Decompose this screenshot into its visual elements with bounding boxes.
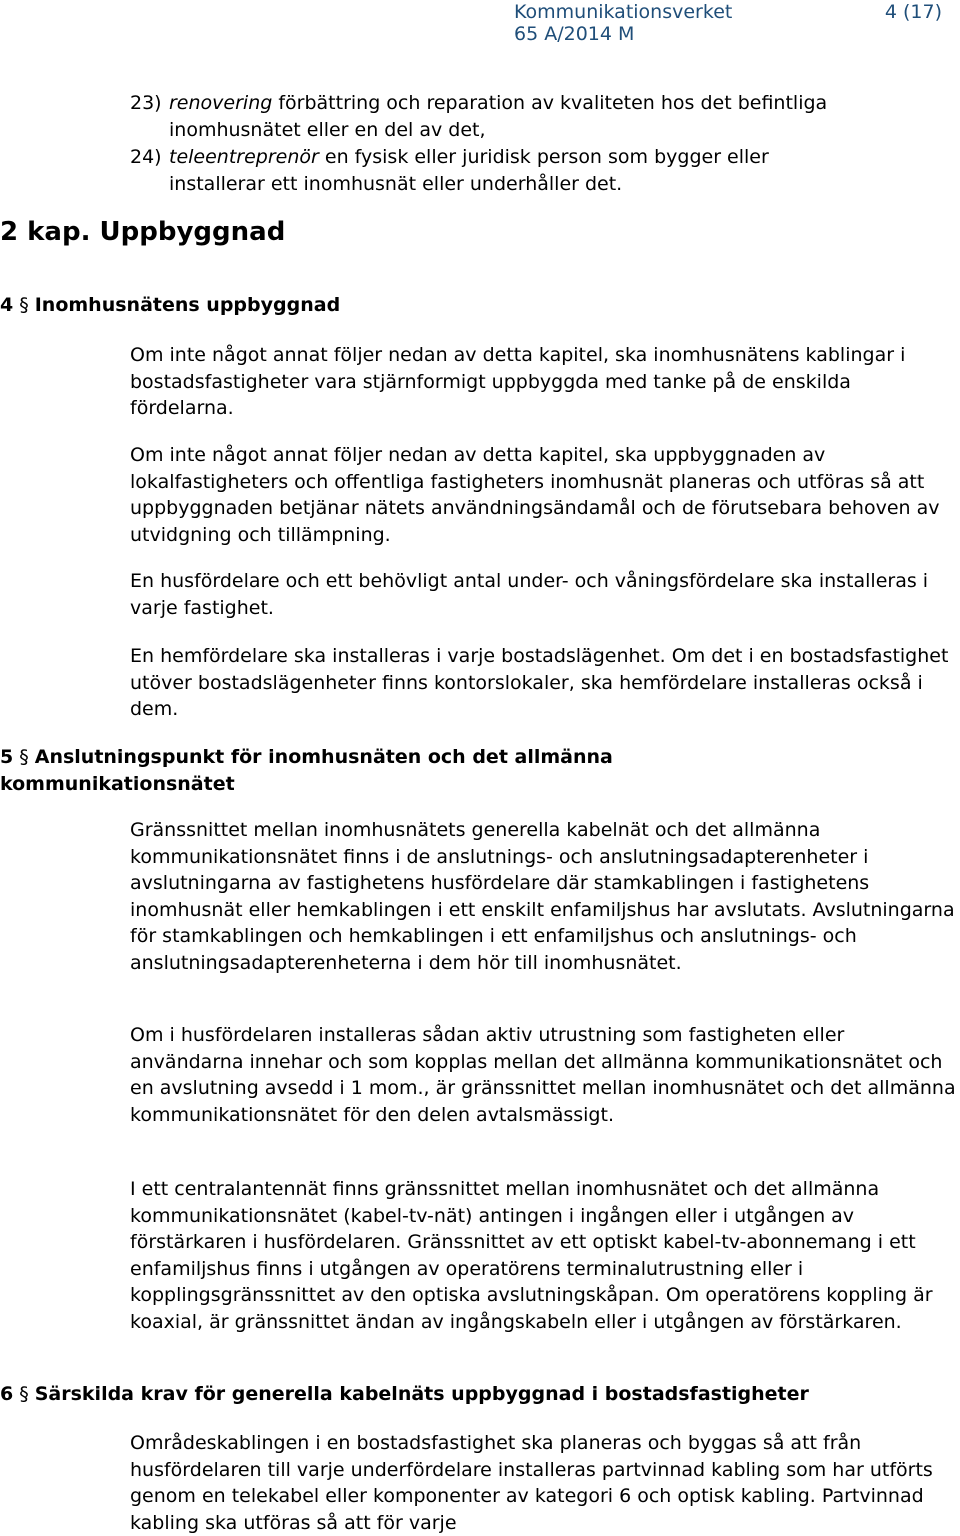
paragraph: Om inte något annat följer nedan av detta kapitel, ska inomhusnätens kablingar i bostadsfastigheter vara stjärnformigt uppbyggda med tanke på de enskilda fördelarna. bbox=[130, 344, 906, 419]
paragraph: Om inte något annat följer nedan av detta kapitel, ska uppbyggnaden av lokalfastigheters och offentliga fastigheters inomhusnät planeras och utföras så att uppbyggnaden betjänar nätets användningsändamål och de förutsebara behoven av utvidgning och tillämpning. bbox=[130, 444, 940, 546]
header-organization: Kommunikationsverket bbox=[514, 1, 733, 23]
definition-description: förbättring och reparation av kvaliteten hos det befintliga inomhusnätet eller en del av det, bbox=[169, 92, 828, 141]
section-heading-5 bbox=[0, 744, 740, 797]
definition-number: 23) bbox=[130, 92, 162, 114]
header-page-number: 4 (17) bbox=[884, 1, 942, 23]
section-symbol: § bbox=[19, 1383, 29, 1405]
definition-term: teleentreprenör bbox=[169, 146, 319, 168]
section-heading-6 bbox=[0, 1381, 960, 1408]
chapter-title: 2 kap. Uppbyggnad bbox=[0, 217, 286, 247]
section-number: 6 bbox=[0, 1383, 14, 1405]
paragraph: En husfördelare och ett behövligt antal under- och våningsfördelare ska installeras i varje fastighet. bbox=[130, 570, 929, 619]
section-title: Anslutningspunkt för inomhusnäten och det allmänna kommunikationsnätet bbox=[0, 746, 613, 795]
section-number: 4 bbox=[0, 294, 14, 316]
paragraph: Om i husfördelaren installeras sådan aktiv utrustning som fastigheten eller användarna innehar och som kopplas mellan det allmänna kommunikationsnätet och en avslutning avsedd i 1 mom., är gränssnittet mellan inomhusnätet och det allmänna kommunikationsnätet för den delen avtalsmässigt. bbox=[130, 1024, 956, 1126]
section-symbol: § bbox=[19, 746, 29, 768]
paragraph: Gränssnittet mellan inomhusnätets generella kabelnät och det allmänna kommunikationsnätet finns i de anslutnings- och anslutningsadapterenheter i avslutningarna av fastighetens husfördelare där stamkablingen i fastighetens inomhusnät eller hemkablingen i ett enskilt enfamiljshus har avslutats. Avslutningarna för stamkablingen och hemkablingen i ett enfamiljshus och anslutnings- och anslutningsadapterenheterna i dem hör till inomhusnätet. bbox=[130, 819, 955, 974]
page-header bbox=[514, 0, 960, 46]
section-number: 5 bbox=[0, 746, 14, 768]
section-title: Inomhusnätens uppbyggnad bbox=[34, 294, 341, 316]
definition-text bbox=[169, 144, 850, 197]
definition-item-24 bbox=[130, 144, 850, 197]
definition-item-23 bbox=[130, 90, 960, 143]
definition-description: en fysisk eller juridisk person som bygger eller installerar ett inomhusnät eller underhåller det. bbox=[169, 146, 769, 195]
definition-term: renovering bbox=[169, 92, 273, 114]
paragraph: En hemfördelare ska installeras i varje bostadslägenhet. Om det i en bostadsfastighet utöver bostadslägenheter finns kontorslokaler, ska hemfördelare installeras också i dem. bbox=[130, 645, 949, 720]
paragraph: Områdeskablingen i en bostadsfastighet ska planeras och byggas så att från husfördelaren till varje underfördelare installeras partvinnad kabling som har utförts genom en telekabel eller komponenter av kategori 6 och optisk kabling. Partvinnad kabling ska utföras så att för varje bbox=[130, 1432, 933, 1534]
paragraph: I ett centralantennät finns gränssnittet mellan inomhusnätet och det allmänna kommunikationsnätet (kabel-tv-nät) antingen i ingången eller i utgången av förstärkaren i husfördelaren. Gränssnittet av ett optiskt kabel-tv-abonnemang i ett enfamiljshus finns i utgången av operatörens terminalutrustning eller i kopplingsgränssnittet av den optiska avslutningskåpan. Om operatörens koppling är koaxial, är gränssnittet ändan av ingångskabeln eller i utgången av förstärkaren. bbox=[130, 1178, 933, 1333]
header-document-number: 65 A/2014 M bbox=[514, 23, 635, 45]
section-symbol: § bbox=[19, 294, 29, 316]
section-heading-4 bbox=[0, 292, 900, 319]
section-title: Särskilda krav för generella kabelnäts uppbyggnad i bostadsfastigheter bbox=[34, 1383, 809, 1405]
definition-number: 24) bbox=[130, 146, 162, 168]
definition-text bbox=[169, 90, 960, 143]
